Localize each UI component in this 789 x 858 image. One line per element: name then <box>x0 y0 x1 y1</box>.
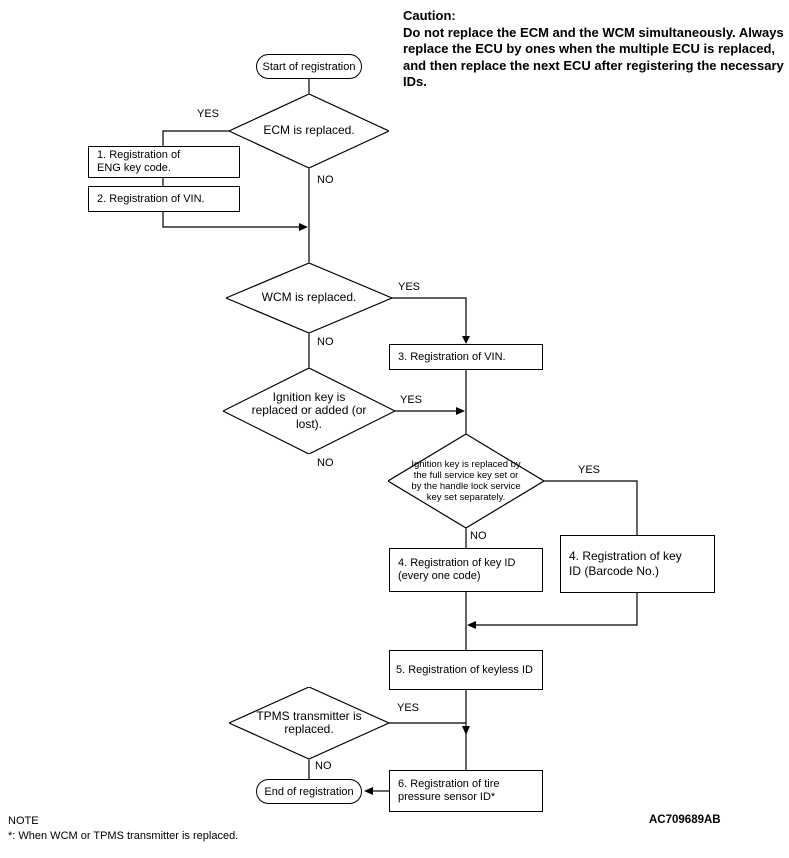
edge-label-wcm-yes: YES <box>398 281 421 293</box>
step2-box <box>88 186 240 212</box>
edge-label-wcm-no: NO <box>317 336 334 348</box>
decision-ecm-replaced <box>229 94 389 168</box>
arrowhead-merge-right <box>299 223 308 231</box>
start-terminal <box>256 54 362 79</box>
decision-ignition-key-set-label: Ignition key is replaced by the full service key set or by the handle lock service key set separately. <box>411 459 521 503</box>
reference-code: AC709689AB <box>649 814 721 826</box>
arrowhead-step4-merge-left <box>467 621 476 629</box>
step1-box <box>88 146 240 178</box>
step4-barcode-box <box>560 535 715 593</box>
connector-keyset-yes-to-step4barcode <box>544 481 637 535</box>
step3-label: 3. Registration of VIN. <box>398 350 506 363</box>
decision-tpms-replaced <box>229 687 389 759</box>
step6-label: 6. Registration of tire pressure sensor ID* <box>398 778 500 803</box>
decision-wcm-label: WCM is replaced. <box>261 290 357 305</box>
note-body: *: When WCM or TPMS transmitter is replaced. <box>8 830 239 842</box>
decision-ignition-key-set <box>388 434 544 528</box>
arrowhead-tpms-merge-down <box>462 726 470 735</box>
arrowhead-end-left <box>364 787 373 795</box>
step4-every-box <box>389 548 543 592</box>
decision-ignition-key-label: Ignition key is replaced or added (or lost). <box>251 389 367 431</box>
step4-barcode-label: 4. Registration of key ID (Barcode No.) <box>569 549 682 578</box>
step5-box <box>389 650 543 690</box>
edge-label-ecm-no: NO <box>317 174 334 186</box>
connector-wcm-yes-to-step3 <box>392 298 466 336</box>
edge-label-ignition-no: NO <box>317 457 334 469</box>
caution-body: Do not replace the ECM and the WCM simultaneously. Always replace the ECU by ones when the multiple ECU is replaced, and then replace the next ECU after registering the necessary IDs. <box>403 24 784 89</box>
decision-ignition-key <box>223 368 395 454</box>
edge-label-tpms-no: NO <box>315 760 332 772</box>
decision-ecm-label: ECM is replaced. <box>263 123 355 138</box>
edge-label-keyset-no: NO <box>470 530 487 542</box>
connector-step4barcode-merge <box>476 593 637 625</box>
end-terminal <box>256 779 362 804</box>
arrowhead-step3-down <box>462 336 470 344</box>
edge-label-ignition-yes: YES <box>400 394 423 406</box>
step4-every-label: 4. Registration of key ID (every one code) <box>398 557 516 582</box>
step6-box <box>389 770 543 812</box>
connector-ecm-yes-to-step1 <box>163 131 229 146</box>
start-terminal-label: Start of registration <box>262 60 356 73</box>
edge-label-keyset-yes: YES <box>578 464 601 476</box>
decision-tpms-label: TPMS transmitter is replaced. <box>256 708 362 736</box>
step2-label: 2. Registration of VIN. <box>97 192 205 205</box>
edge-label-tpms-yes: YES <box>397 702 420 714</box>
decision-wcm-replaced <box>226 263 392 333</box>
caution-title: Caution: <box>403 8 456 23</box>
note-block <box>8 814 238 844</box>
edge-label-ecm-yes: YES <box>197 108 220 120</box>
arrowhead-ignition-yes-right <box>456 407 465 415</box>
note-title: NOTE <box>8 815 39 827</box>
caution-block <box>403 8 786 91</box>
step3-box <box>389 344 543 370</box>
step1-label: 1. Registration of ENG key code. <box>97 149 181 174</box>
connector-step2-merge <box>163 212 299 227</box>
step5-label: 5. Registration of keyless ID <box>396 663 533 676</box>
end-terminal-label: End of registration <box>264 785 354 798</box>
